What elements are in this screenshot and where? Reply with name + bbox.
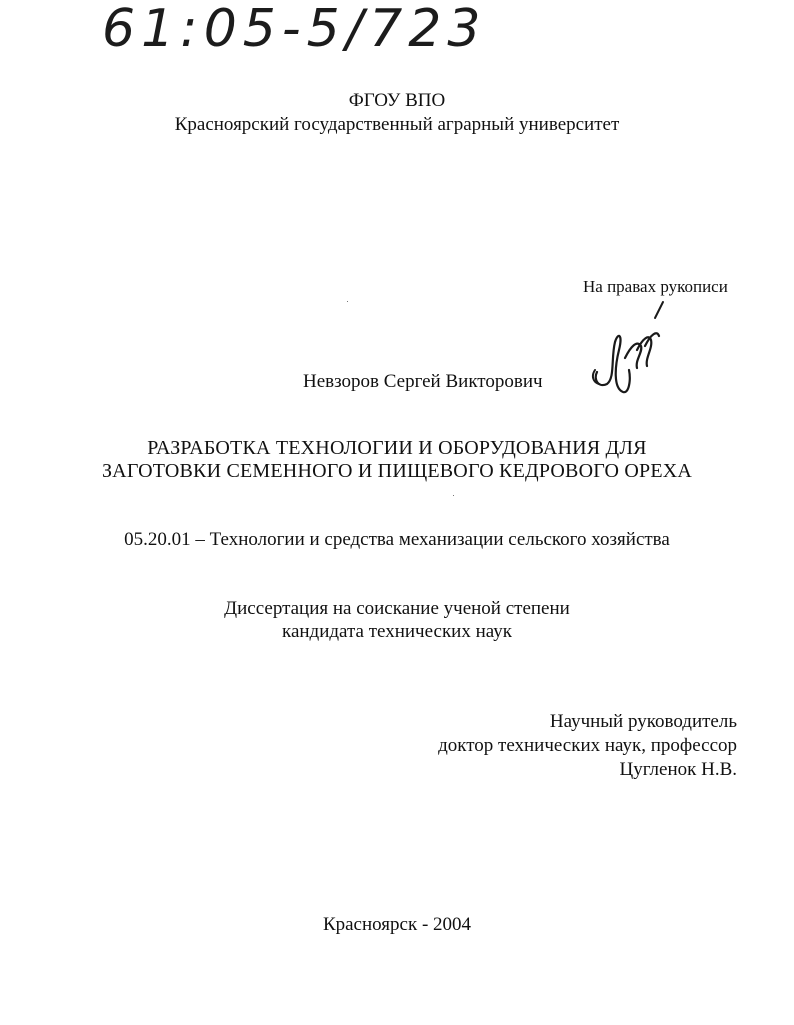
scan-speck bbox=[453, 495, 454, 496]
degree-line-1: Диссертация на соискание ученой степени bbox=[224, 598, 570, 619]
degree-line-2: кандидата технических наук bbox=[282, 621, 512, 642]
scan-speck bbox=[347, 301, 348, 302]
rights-note: На правах рукописи bbox=[583, 277, 728, 296]
city-year: Красноярск - 2004 bbox=[322, 914, 472, 935]
organization-abbrev: ФГОУ ВПО bbox=[348, 90, 446, 111]
supervisor-title: доктор технических наук, профессор bbox=[438, 735, 737, 756]
author-name: Невзоров Сергей Викторович bbox=[303, 371, 543, 392]
specialty-code: 05.20.01 – Технологии и средства механизации сельского хозяйства bbox=[124, 529, 670, 550]
university-name: Красноярский государственный аграрный университет bbox=[174, 114, 620, 135]
signature-mark bbox=[585, 300, 665, 400]
supervisor-role: Научный руководитель bbox=[549, 711, 737, 732]
thesis-title-line-2: ЗАГОТОВКИ СЕМЕННОГО И ПИЩЕВОГО КЕДРОВОГО ОРЕХА bbox=[101, 460, 693, 482]
supervisor-name: Цугленок Н.В. bbox=[619, 759, 737, 780]
archive-code-text: 61:05-5/723 bbox=[102, 0, 487, 56]
thesis-title-line-1: РАЗРАБОТКА ТЕХНОЛОГИИ И ОБОРУДОВАНИЯ ДЛЯ bbox=[147, 437, 647, 459]
handwritten-archive-code bbox=[100, 0, 500, 56]
